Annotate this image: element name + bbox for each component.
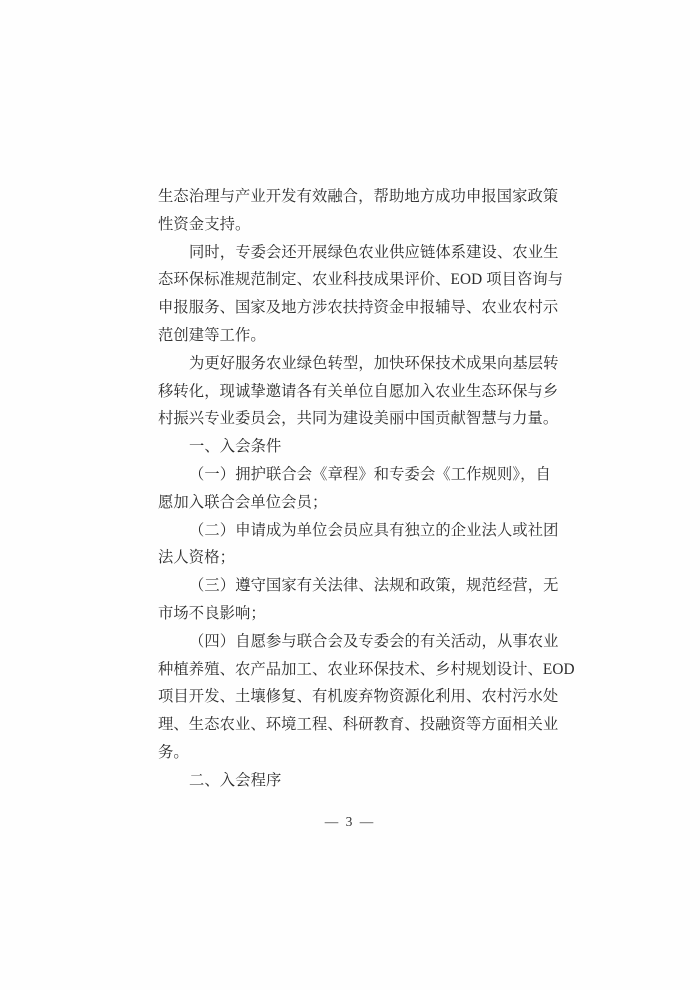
document-lines (158, 183, 575, 795)
document-body (158, 183, 575, 795)
text-line: （二）申请成为单位会员应具有独立的企业法人或社团 (189, 521, 559, 539)
text-line: 理、生态农业、环境工程、科研教育、投融资等方面相关业 (158, 716, 559, 734)
text-line: （四）自愿参与联合会及专委会的有关活动，从事农业 (189, 632, 559, 650)
text-line: （三）遵守国家有关法律、法规和政策，规范经营，无 (189, 577, 559, 595)
text-line: 村振兴专业委员会，共同为建设美丽中国贡献智慧与力量。 (158, 410, 559, 428)
text-line: 愿加入联合会单位会员； (158, 493, 328, 511)
text-line: （一）拥护联合会《章程》和专委会《工作规则》，自 (189, 465, 551, 483)
text-line: 移转化，现诚挚邀请各有关单位自愿加入农业生态环保与乡 (158, 382, 559, 400)
text-line: 性资金支持。 (158, 215, 251, 233)
text-line: 市场不良影响； (158, 604, 266, 622)
text-line: 为更好服务农业绿色转型，加快环保技术成果向基层转 (189, 354, 559, 372)
text-line: 态环保标准规范制定、农业科技成果评价、EOD 项目咨询与 (158, 271, 564, 289)
text-line: 法人资格； (158, 549, 235, 567)
page-number: — 3 — (324, 814, 376, 829)
text-line: 申报服务、国家及地方涉农扶持资金申报辅导、农业农村示 (158, 299, 559, 317)
text-line: 范创建等工作。 (158, 326, 266, 344)
section-heading-line: 二、入会程序 (189, 771, 282, 789)
text-line: 同时，专委会还开展绿色农业供应链体系建设、农业生 (189, 243, 559, 261)
text-line: 务。 (158, 743, 189, 761)
section-heading-line: 一、入会条件 (189, 438, 282, 456)
text-line: 种植养殖、农产品加工、农业环保技术、乡村规划设计、EOD (158, 660, 575, 678)
text-line: 项目开发、土壤修复、有机废弃物资源化利用、农村污水处 (158, 688, 559, 706)
text-line: 生态治理与产业开发有效融合，帮助地方成功申报国家政策 (158, 188, 559, 205)
